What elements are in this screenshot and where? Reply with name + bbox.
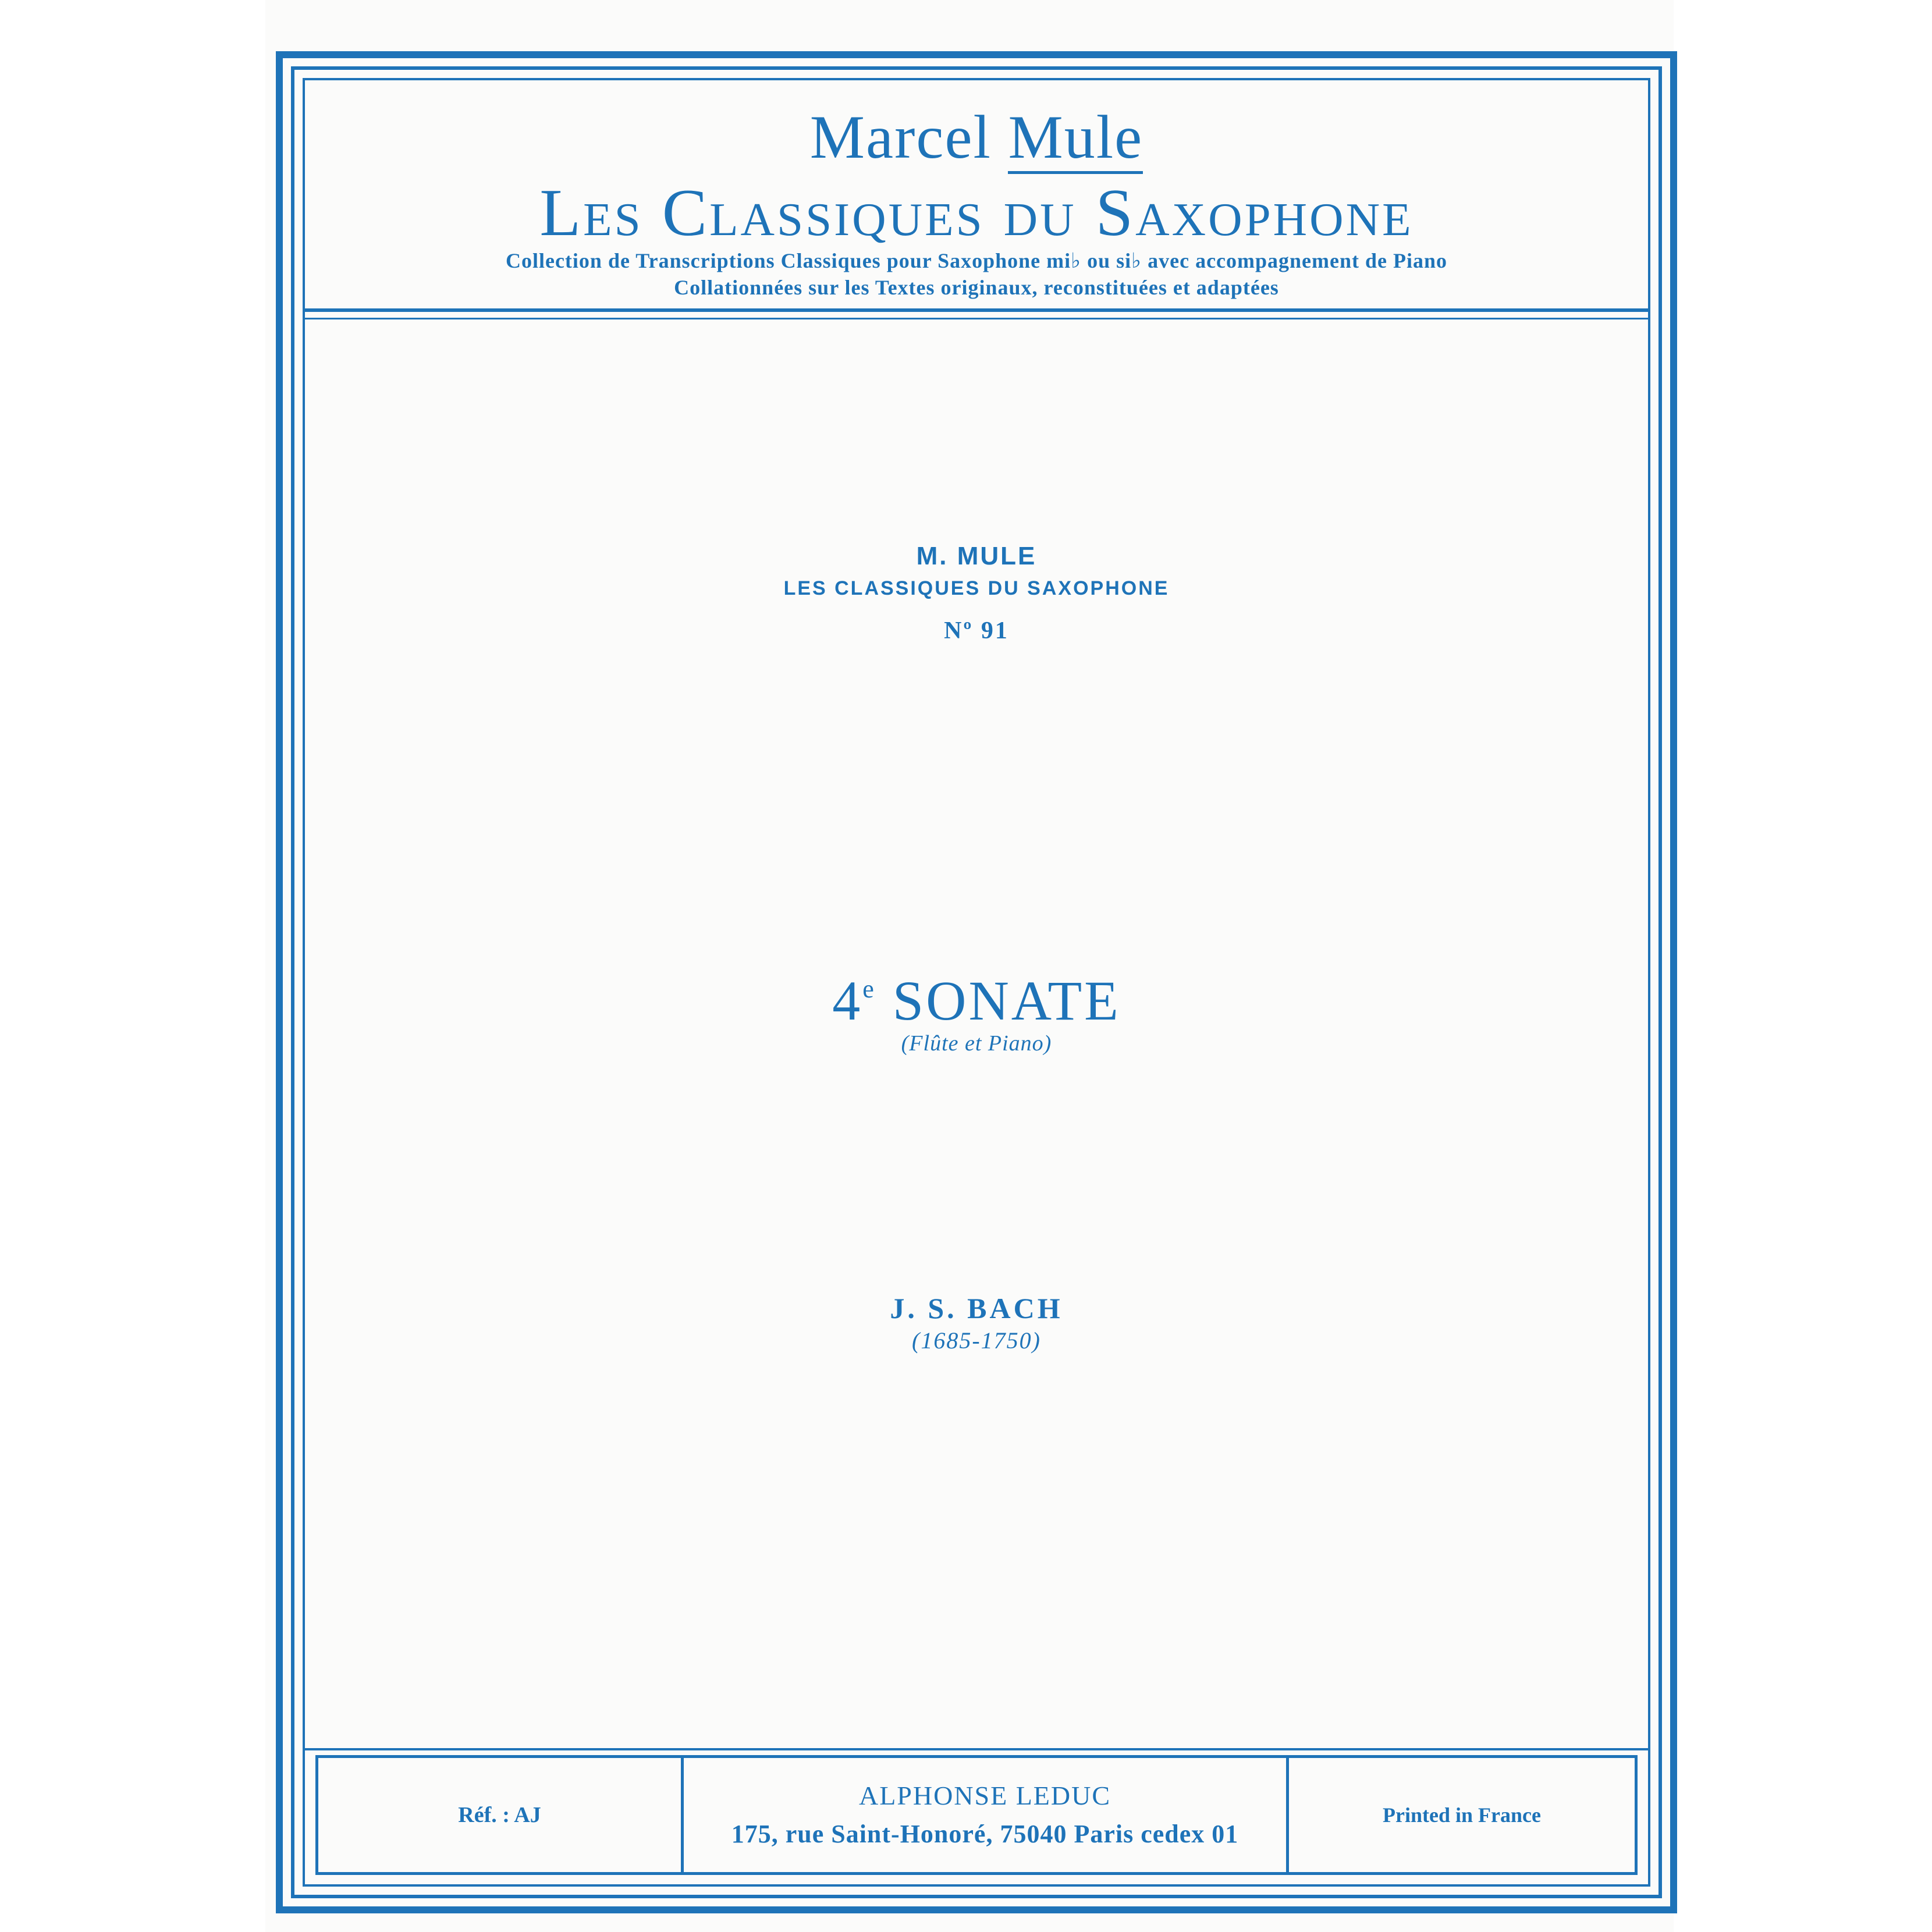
printed-in-label: Printed in France bbox=[1383, 1803, 1541, 1827]
footer-printed-cell bbox=[1289, 1758, 1635, 1872]
work-title-text: SONATE bbox=[892, 969, 1121, 1032]
composer-name: J. S. BACH bbox=[890, 1292, 1063, 1324]
footer-publisher-cell bbox=[684, 1758, 1289, 1872]
footer-ref-cell bbox=[318, 1758, 684, 1872]
reference-code: Réf. : AJ bbox=[458, 1803, 541, 1827]
header-subtitle-2: Collationnées sur les Textes originaux, reconstituées et adaptées bbox=[674, 276, 1279, 299]
composer-dates: (1685-1750) bbox=[912, 1327, 1041, 1354]
stamp-series: LES CLASSIQUES DU SAXOPHONE bbox=[783, 577, 1170, 599]
header-first-name: Marcel bbox=[809, 103, 992, 171]
header-last-name: Mule bbox=[1008, 103, 1143, 174]
work-number: 4 bbox=[832, 969, 863, 1032]
stamp-author: M. MULE bbox=[916, 542, 1037, 570]
header-divider-thin bbox=[303, 318, 1650, 319]
work-ordinal: e bbox=[862, 975, 876, 1003]
work-title bbox=[305, 954, 1648, 1036]
header-subtitle-1: Collection de Transcriptions Classiques pour Saxophone mi♭ ou si♭ avec accompagnement de Piano bbox=[505, 249, 1448, 272]
work-instrumentation: (Flûte et Piano) bbox=[901, 1031, 1052, 1056]
publisher-address: 175, rue Saint-Honoré, 75040 Paris cedex 01 bbox=[731, 1820, 1239, 1848]
publisher-name: ALPHONSE LEDUC bbox=[858, 1781, 1111, 1810]
header-series-title: Les Classiques du Saxophone bbox=[539, 176, 1414, 250]
header-divider bbox=[303, 308, 1650, 312]
header-name bbox=[305, 102, 1648, 172]
footer-box bbox=[315, 1755, 1638, 1875]
stamp-number: Nº 91 bbox=[944, 617, 1009, 644]
footer-divider bbox=[303, 1748, 1650, 1750]
